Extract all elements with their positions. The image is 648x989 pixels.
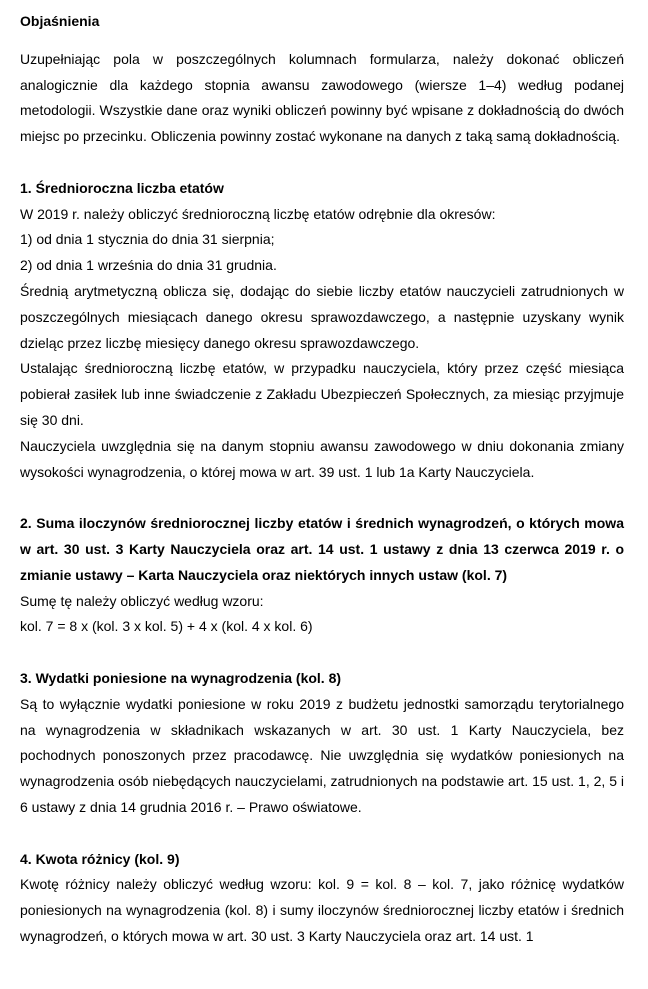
intro-paragraph: Uzupełniając pola w poszczególnych kolumnach formularza, należy dokonać obliczeń analogicznie dla każdego stopnia awansu zawodowego (wiersze 1–4) według podanej metodologii. Wszystkie dane oraz wyniki obliczeń powinny być wpisane z dokładnością do dwóch miejsc po przecinku. Obliczenia powinny zostać wykonane na danych z taką samą dokładnością. [20,50,624,145]
document-page [20,9,624,950]
section-3 [20,666,624,821]
section-1-list-item-2: 2) od dnia 1 września do dnia 31 grudnia. [20,257,277,274]
section-1-paragraph-1: Średnią arytmetyczną oblicza się, dodając do siebie liczby etatów nauczycieli zatrudnionych w poszczególnych miesiącach danego okresu sprawozdawczego, a następnie uzyskany wynik dzieląc przez liczbę miesięcy danego okresu sprawozdawczego. [20,282,624,351]
section-1-heading: 1. Średnioroczna liczba etatów [20,179,224,196]
document-title: Objaśnienia [20,13,100,29]
section-2-heading: 2. Suma iloczynów średniorocznej liczby etatów i średnich wynagrodzeń, o których mowa w art. 30 ust. 3 Karty Nauczyciela oraz art. 14 ust. 1 ustawy z dnia 13 czerwca 2019 r. o zmianie ustawy – Karta Nauczyciela oraz niektórych innych ustaw (kol. 7) [20,515,624,583]
section-2-lead: Sumę tę należy obliczyć według wzoru: [20,592,264,609]
section-1-paragraph-2: Ustalając średnioroczną liczbę etatów, w przypadku nauczyciela, który przez część miesiąca pobierał zasiłek lub inne świadczenie z Zakładu Ubezpieczeń Społecznych, za miesiąc przyjmuje się 30 dni. [20,360,624,428]
section-1-lead: W 2019 r. należy obliczyć średnioroczną liczbę etatów odrębnie dla okresów: [20,205,496,222]
section-4-paragraph: Kwotę różnicy należy obliczyć według wzoru: kol. 9 = kol. 8 – kol. 7, jako różnicę wydatków poniesionych na wynagrodzenia (kol. 8) i sumy iloczynów średniorocznej liczby etatów i średnich wynagrodzeń, o których mowa w art. 30 ust. 3 Karty Nauczyciela oraz art. 14 ust. 1 [20,876,624,944]
section-3-heading: 3. Wydatki poniesione na wynagrodzenia (kol. 8) [20,669,342,686]
section-1-list-item-1: 1) od dnia 1 stycznia do dnia 31 sierpnia; [20,231,275,248]
section-2 [20,511,624,640]
section-4-heading: 4. Kwota różnicy (kol. 9) [20,850,180,867]
section-2-formula: kol. 7 = 8 x (kol. 3 x kol. 5) + 4 x (kol. 4 x kol. 6) [20,618,313,635]
section-1 [20,176,624,486]
section-1-paragraph-3: Nauczyciela uwzględnia się na danym stopniu awansu zawodowego w dniu dokonania zmiany wysokości wynagrodzenia, o której mowa w art. 39 ust. 1 lub 1a Karty Nauczyciela. [20,437,624,480]
section-3-paragraph: Są to wyłącznie wydatki poniesione w roku 2019 z budżetu jednostki samorządu terytorialnego na wynagrodzenia w składnikach wskazanych w art. 30 ust. 1 Karty Nauczyciela, bez pochodnych ponoszonych przez pracodawcę. Nie uwzględnia się wydatków poniesionych na wynagrodzenia osób niebędących nauczycielami, zatrudnionych na podstawie art. 15 ust. 1, 2, 5 i 6 ustawy z dnia 14 grudnia 2016 r. – Prawo oświatowe. [20,695,624,815]
section-4 [20,847,624,950]
